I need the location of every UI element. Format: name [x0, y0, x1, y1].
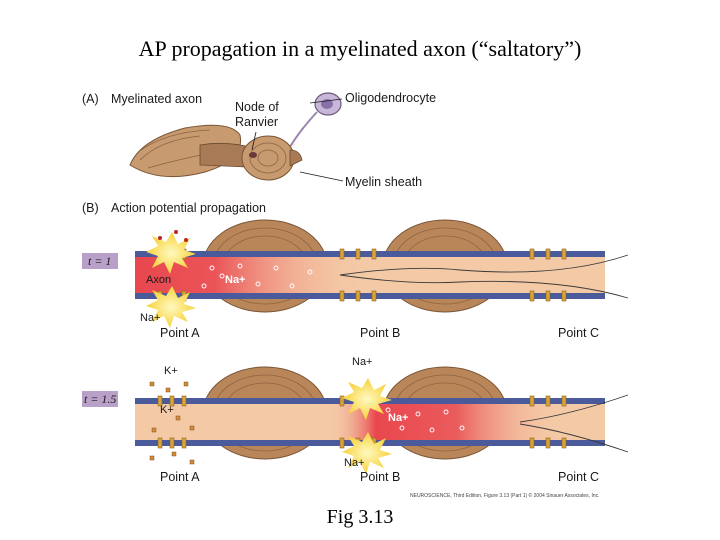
figure-credit: NEUROSCIENCE, Third Edition, Figure 3.13 (Part 1) © 2004 Sinauer Associates, Inc.	[410, 493, 600, 499]
na-outside-label-t1: Na+	[140, 312, 161, 324]
panel-b-heading: Action potential propagation	[111, 201, 266, 215]
panel-b-label: (B)	[82, 201, 99, 215]
point-b-label-t1: Point B	[360, 326, 401, 340]
sheath-leader-line	[300, 172, 343, 181]
membrane-bottom-t1	[135, 293, 605, 299]
point-c-label-t15: Point C	[558, 470, 599, 484]
time-label-t15: t = 1.5	[84, 392, 117, 406]
k-top-label-t15: K+	[164, 365, 178, 377]
slide-title: AP propagation in a myelinated axon (“saltatory”)	[138, 36, 582, 61]
membrane-top-t1	[135, 251, 605, 257]
oligodendrocyte-cell	[288, 93, 341, 150]
point-b-label-t15: Point B	[360, 470, 401, 484]
na-bottom-label-t15: Na+	[344, 457, 365, 469]
na-inside-label-t15: Na+	[388, 412, 409, 424]
row-t15	[82, 356, 628, 484]
k-mid-label-t15: K+	[160, 404, 174, 416]
node-of-ranvier-label-line1: Node of	[235, 100, 279, 114]
node-of-ranvier-label-line2: Ranvier	[235, 115, 279, 129]
figure-caption: Fig 3.13	[326, 506, 394, 528]
oligodendrocyte-label: Oligodendrocyte	[345, 91, 437, 105]
point-c-label-t1: Point C	[558, 326, 599, 340]
myelinated-axon-label: Myelinated axon	[111, 92, 203, 106]
na-inside-label-t1: Na+	[225, 274, 246, 286]
na-top-label-t15: Na+	[352, 356, 373, 368]
point-a-label-t15: Point A	[160, 470, 200, 484]
point-a-label-t1: Point A	[160, 326, 200, 340]
myelin-sheath-label: Myelin sheath	[345, 175, 423, 189]
panel-a-label: (A)	[82, 92, 99, 106]
row-t1	[82, 220, 628, 340]
time-label-t1: t = 1	[88, 254, 112, 268]
panel-a	[82, 91, 436, 189]
axon-label-t1: Axon	[146, 274, 172, 286]
